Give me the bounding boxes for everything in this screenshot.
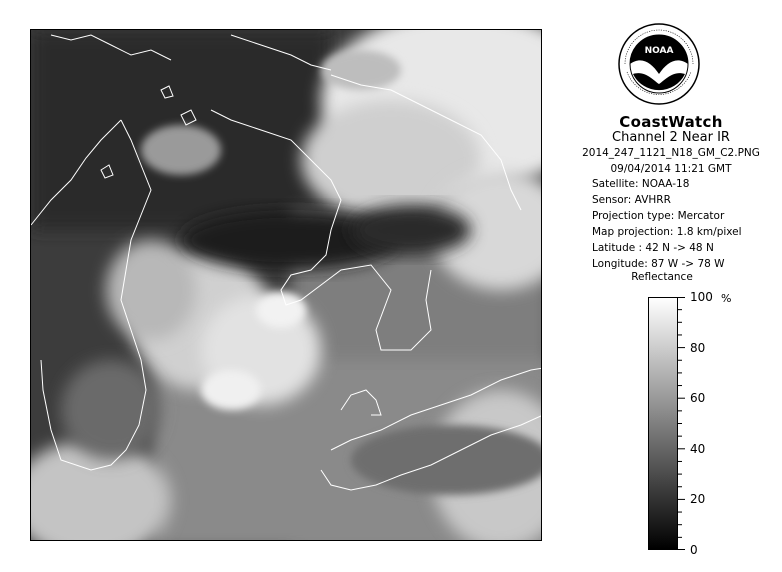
product-title: CoastWatch — [619, 113, 723, 131]
channel-subtitle: Channel 2 Near IR — [612, 130, 730, 145]
image-filename: 2014_247_1121_N18_GM_C2.PNG — [582, 147, 760, 159]
reflectance-colorbar — [648, 297, 678, 550]
projection-type-info: Projection type: Mercator — [592, 210, 725, 222]
image-datetime: 09/04/2014 11:21 GMT — [610, 163, 732, 175]
longitude-info: Longitude: 87 W -> 78 W — [592, 258, 725, 270]
noaa-logo — [617, 22, 701, 106]
colorbar-tick-label: 40 — [690, 441, 706, 456]
satellite-image — [30, 29, 542, 541]
logo-center-text: NOAA — [644, 46, 674, 56]
colorbar-tick-label: 100 — [690, 290, 713, 304]
colorbar-tick-label: 20 — [690, 492, 706, 507]
colorbar-tick-label: 0 — [690, 543, 698, 557]
colorbar-tick-label: 80 — [690, 340, 706, 355]
sensor-info: Sensor: AVHRR — [592, 194, 671, 206]
colorbar-title: Reflectance — [631, 271, 693, 283]
colorbar-unit: % — [721, 292, 732, 305]
latitude-info: Latitude : 42 N -> 48 N — [592, 242, 714, 254]
map-graphic — [31, 30, 542, 541]
map-projection-info: Map projection: 1.8 km/pixel — [592, 226, 742, 238]
cloud-cover — [31, 30, 542, 541]
colorbar-tick-label: 60 — [690, 391, 706, 406]
colorbar-ticks — [678, 297, 738, 550]
satellite-info: Satellite: NOAA-18 — [592, 178, 690, 190]
